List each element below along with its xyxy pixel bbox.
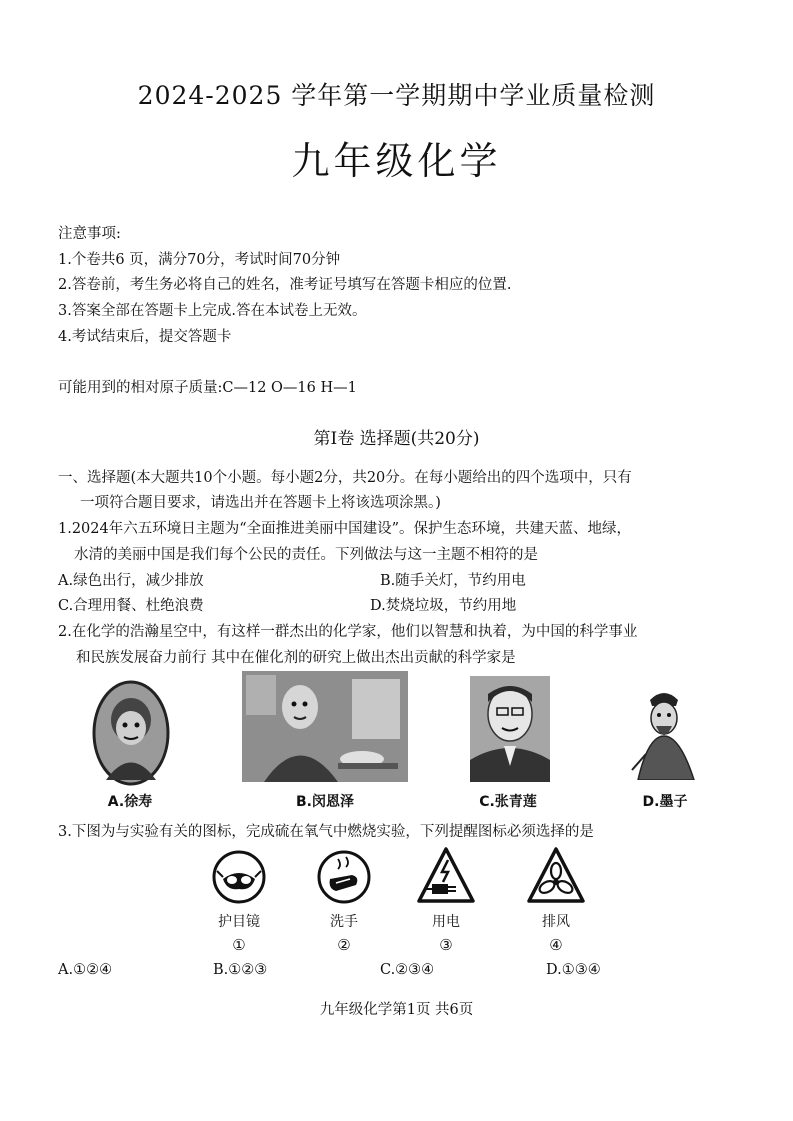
icon-label: 护目镜 xyxy=(218,914,260,930)
q1-option-a: A.绿色出行，减少排放 xyxy=(58,573,204,589)
notice-item: 4.考试结束后，提交答题卡 xyxy=(58,329,232,345)
portrait-caption-c: C.张青莲 xyxy=(479,794,537,810)
question-2-stem: 2.在化学的浩瀚星空中，有这样一群杰出的化学家，他们以智慧和执着，为中国的科学事业 xyxy=(58,624,638,640)
notice-item: 1.个卷共6 页，满分70分，考试时间70分钟 xyxy=(58,252,341,268)
portrait-mozi xyxy=(628,684,700,780)
icon-number: ④ xyxy=(549,936,563,954)
q3-option-d: D.①③④ xyxy=(546,962,601,978)
portrait-xu-shou xyxy=(92,680,170,786)
electricity-icon xyxy=(416,846,476,910)
exam-title: 2024-2025 学年第一学期期中学业质量检测 xyxy=(137,81,656,110)
icon-label: 排风 xyxy=(542,914,570,930)
hand-wash-icon xyxy=(316,849,372,909)
atomic-mass-note: 可能用到的相对原子质量:C—12 O—16 H—1 xyxy=(58,380,357,396)
question-3-stem: 3.下图为与实验有关的图标，完成硫在氧气中燃烧实验，下列提醒图标必须选择的是 xyxy=(58,824,594,840)
exhaust-fan-icon xyxy=(526,846,586,910)
portrait-min-enze xyxy=(242,671,408,782)
q3-option-c: C.②③④ xyxy=(380,962,435,978)
q1-option-b: B.随手关灯，节约用电 xyxy=(380,573,526,589)
q3-option-b: B.①②③ xyxy=(213,962,268,978)
question-2-stem: 和民族发展奋力前行 其中在催化剂的研究上做出杰出贡献的科学家是 xyxy=(76,650,516,666)
icon-label: 用电 xyxy=(432,914,460,930)
portrait-caption-d: D.墨子 xyxy=(642,794,688,810)
icon-number: ③ xyxy=(439,936,453,954)
icon-label: 洗手 xyxy=(330,914,358,930)
subject-title: 九年级化学 xyxy=(291,139,502,183)
q1-option-c: C.合理用餐、杜绝浪费 xyxy=(58,598,204,614)
portrait-caption-a: A.徐寿 xyxy=(107,794,153,810)
question-1-stem: 水清的美丽中国是我们每个公民的责任。下列做法与这一主题不相符的是 xyxy=(74,547,538,563)
q3-option-a: A.①②④ xyxy=(58,962,113,978)
q1-option-d: D.焚烧垃圾，节约用地 xyxy=(370,598,517,614)
icon-number: ② xyxy=(337,936,351,954)
question-1-stem: 1.2024年六五环境日主题为“全面推进美丽中国建设”。保护生态环境，共建天蓝、地绿， xyxy=(58,521,632,537)
icon-number: ① xyxy=(232,936,246,954)
notice-item: 3.答案全部在答题卡上完成.答在本试卷上无效。 xyxy=(58,303,367,319)
section-instruction: 一、选择题(本大题共10个小题。每小题2分，共20分。在每小题给出的四个选项中，只有 xyxy=(58,470,632,486)
portrait-zhang-qinglian xyxy=(470,676,550,782)
notice-item: 2.答卷前，考生务必将自己的姓名，准考证号填写在答题卡相应的位置. xyxy=(58,277,512,293)
notice-heading: 注意事项: xyxy=(58,226,121,242)
portrait-caption-b: B.闵恩泽 xyxy=(296,794,354,810)
section-instruction: 一项符合题目要求，请选出并在答题卡上将该选项涂黑。) xyxy=(80,495,441,511)
page-footer: 九年级化学第1页 共6页 xyxy=(319,1002,474,1018)
goggles-icon xyxy=(211,849,267,909)
section-title: 第Ⅰ卷 选择题(共20分) xyxy=(313,429,480,449)
